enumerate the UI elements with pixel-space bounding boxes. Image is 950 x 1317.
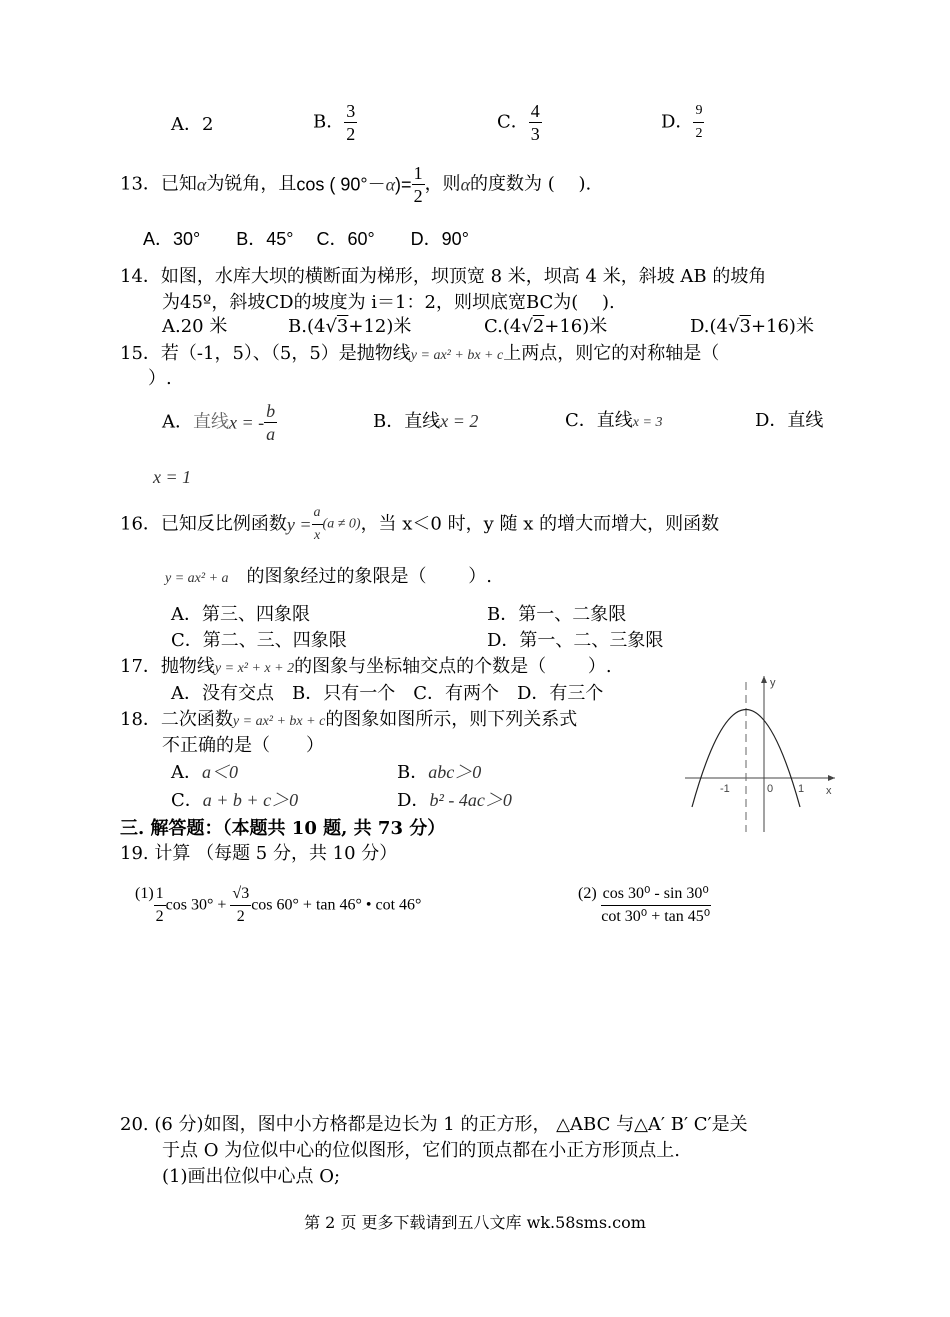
q19-p1-frac2 xyxy=(230,883,251,928)
q12-option-b-label: B． xyxy=(313,111,345,133)
q17-equation: y = x² + x + 2 xyxy=(214,661,295,676)
q15-b-label: B．直线 xyxy=(373,411,441,432)
q18-d-label: D． xyxy=(397,790,430,811)
q18-line2: 不正确的是（ ） xyxy=(162,735,324,756)
q13-alpha-2: α xyxy=(385,174,396,195)
q19-part1 xyxy=(135,883,421,928)
q14-c-pre: C.(4 xyxy=(484,316,522,337)
q15-option-c xyxy=(565,410,662,434)
q15-equation: y = ax² + bx + c xyxy=(410,348,504,363)
q12-option-c-fraction xyxy=(529,100,542,145)
q18-parabola-graph xyxy=(680,672,840,837)
q18-option-d xyxy=(397,789,512,812)
graph-x-arrow xyxy=(828,775,835,781)
q15-option-a xyxy=(162,400,277,445)
graph-y-label: y xyxy=(770,677,776,689)
q16-condition: (a ≠ 0) xyxy=(322,516,361,532)
q19-part2 xyxy=(578,883,711,928)
q15-option-b xyxy=(373,410,478,433)
q18-d-eq: b² - 4ac＞0 xyxy=(429,790,512,810)
q12-option-a: A．2 xyxy=(171,114,214,135)
q12-d-numerator: 9 xyxy=(693,100,704,123)
q18-post: 的图象如图所示，则下列关系式 xyxy=(325,709,578,730)
q20-line1: 20. (6 分)如图，图中小方格都是边长为 1 的正方形， △ABC 与△A′ B′ C′是关 xyxy=(120,1114,748,1135)
q15-line2: ）. xyxy=(148,368,172,389)
q14-c-post: +16)米 xyxy=(544,316,608,337)
q14-b-pre: B.(4 xyxy=(288,316,326,337)
q13-fraction xyxy=(412,162,425,207)
graph-tick-zero: 0 xyxy=(767,783,774,795)
q18-a-label: A． xyxy=(171,762,202,783)
q18-equation: y = ax² + bx + c xyxy=(232,714,326,729)
q12-option-d-fraction xyxy=(693,100,704,145)
q19-p2-label: (2) xyxy=(578,885,597,902)
graph-x-label: x xyxy=(826,785,832,797)
q18-a-eq: a＜0 xyxy=(202,762,238,782)
q14-line1: 14．如图，水库大坝的横断面为梯形，坝顶宽 8 米，坝高 4 米，斜坡 AB 的坡角 xyxy=(120,266,767,287)
q16-eq-y: y = xyxy=(286,514,312,535)
graph-y-arrow xyxy=(761,676,767,683)
q18-pre: 18．二次函数 xyxy=(120,709,233,730)
q12-b-numerator: 3 xyxy=(346,101,356,121)
q12-c-denominator: 3 xyxy=(530,124,540,144)
q16-line2-post: 的图象经过的象限是（ ）. xyxy=(246,566,492,587)
q12-option-c-label: C． xyxy=(497,111,529,133)
q16-equation-2: y = ax² + a xyxy=(165,571,229,586)
q17-stem xyxy=(120,656,612,680)
q18-c-label: C． xyxy=(171,790,203,811)
q12-option-b-fraction xyxy=(344,100,357,145)
q12-d-denominator: 2 xyxy=(695,126,703,141)
q18-option-b xyxy=(397,761,481,784)
q15-b-eq: x = 2 xyxy=(440,411,479,431)
q16-option-c: C．第二、三、四象限 xyxy=(171,630,347,651)
q12-option-d xyxy=(661,100,704,145)
q16-option-b: B．第一、二象限 xyxy=(487,604,627,625)
q18-option-c xyxy=(171,789,298,812)
q13-stem-b: 为锐角，且 xyxy=(206,173,297,195)
q18-b-label: B． xyxy=(397,762,429,783)
q14-d-post: +16)米 xyxy=(750,316,814,337)
q19-p1-frac2-den: 2 xyxy=(236,908,245,925)
q16-pre: 16．已知反比例函数 xyxy=(120,513,287,535)
q15-a-word: 直线 xyxy=(193,411,229,433)
q14-option-d: D.(4√3+16)米 xyxy=(690,316,814,337)
q13-stem-a: 13．已知 xyxy=(120,173,197,195)
q12-option-c xyxy=(497,100,542,145)
q18-option-a xyxy=(171,761,238,784)
q16-option-d: D．第一、二、三象限 xyxy=(487,630,664,651)
q15-c-eq: x = 3 xyxy=(632,415,663,430)
q15-option-d-eq: x = 1 xyxy=(153,467,192,487)
q13-denominator: 2 xyxy=(413,186,423,206)
q13-stem-c: ，则 xyxy=(424,173,461,195)
q19-p1-term1: cos 30° + xyxy=(165,896,227,914)
q14-b-post: +12)米 xyxy=(348,316,412,337)
q19-p2-denominator: cot 30⁰ + tan 45⁰ xyxy=(601,908,711,925)
q12-c-numerator: 4 xyxy=(530,101,540,121)
q15-c-label: C．直线 xyxy=(565,410,633,431)
q13-stem xyxy=(120,162,591,207)
q15-a-fraction xyxy=(264,400,277,445)
graph-tick-neg1: -1 xyxy=(720,783,730,795)
q14-c-radicand: 2 xyxy=(532,316,545,337)
q12-option-d-label: D． xyxy=(661,111,694,133)
q19-p1-frac1-num: 1 xyxy=(154,883,166,906)
q12-b-denominator: 2 xyxy=(346,124,356,144)
section-3-heading: 三. 解答题：（本题共 10 题, 共 73 分） xyxy=(120,818,446,839)
q19-p1-frac1 xyxy=(154,883,166,928)
q20-line2: 于点 O 为位似中心的位似图形，它们的顶点都在小正方形顶点上. xyxy=(162,1140,680,1161)
page-footer: 第 2 页 更多下载请到五八文库 wk.58sms.com xyxy=(304,1213,646,1232)
q14-option-a: A.20 米 xyxy=(162,316,228,337)
q17-post: 的图象与坐标轴交点的个数是（ ）. xyxy=(294,656,612,677)
q15-a-pre: A． xyxy=(162,411,193,433)
q13-alpha: α xyxy=(196,174,207,195)
q15-post: 上两点，则它的对称轴是（ xyxy=(503,343,720,364)
q13-numerator: 1 xyxy=(413,163,423,183)
q18-c-eq: a + b + c＞0 xyxy=(202,790,299,810)
q14-d-pre: D.(4 xyxy=(690,316,728,337)
q15-a-eq: x = - xyxy=(229,412,265,433)
q14-option-c: C.(4√2+16)米 xyxy=(484,316,608,337)
q15-a-numerator: b xyxy=(266,401,276,421)
q19-p1-frac1-den: 2 xyxy=(155,908,164,925)
q15-option-d: D．直线 xyxy=(755,410,824,431)
q16-denominator: x xyxy=(313,528,321,543)
q19-p2-numerator: cos 30⁰ - sin 30⁰ xyxy=(601,883,711,906)
q16-option-a: A．第三、四象限 xyxy=(171,604,310,625)
q13-stem-d: 的度数为 ( ). xyxy=(470,173,592,195)
q13-close: )= xyxy=(395,174,412,195)
q17-options: A．没有交点 B．只有一个 C．有两个 D．有三个 xyxy=(171,683,604,704)
q15-a-denominator: a xyxy=(266,424,276,444)
q16-line2 xyxy=(165,566,492,590)
graph-tick-one: 1 xyxy=(798,783,805,795)
q20-line3: (1)画出位似中心点 O; xyxy=(162,1166,341,1187)
q16-fraction xyxy=(312,502,323,547)
q19-p1-frac2-num: √3 xyxy=(230,883,251,906)
q19-p1-label: (1) xyxy=(135,885,154,902)
q12-option-b xyxy=(313,100,357,145)
q14-option-b: B.(4√3+12)米 xyxy=(288,316,412,337)
q16-numerator: a xyxy=(312,502,323,525)
q14-line2: 为45º，斜坡CD的坡度为 i＝1：2，则坝底宽BC为( ). xyxy=(162,292,615,313)
q18-b-eq: abc＞0 xyxy=(428,762,482,782)
q15-pre: 15．若（-1，5）、（5，5）是抛物线 xyxy=(120,343,411,364)
q13-cos: cos ( 90°－ xyxy=(296,174,386,195)
q15-line1 xyxy=(120,343,719,367)
q16-post: ，当 x＜0 时，y 随 x 的增大而增大，则函数 xyxy=(360,513,720,535)
q13-alpha-3: α xyxy=(460,174,471,195)
q17-pre: 17．抛物线 xyxy=(120,656,215,677)
q16-line1 xyxy=(120,502,719,547)
q13-options: A．30° B．45° C．60° D．90° xyxy=(143,229,469,249)
q14-d-radicand: 3 xyxy=(739,316,751,337)
q14-b-radicand: 3 xyxy=(336,316,349,337)
q19-p2-fraction xyxy=(601,883,711,928)
q18-stem xyxy=(120,709,577,733)
q19-p1-term2: cos 60° + tan 46° • cot 46° xyxy=(251,896,422,914)
q19-title: 19. 计算 （每题 5 分，共 10 分） xyxy=(120,843,398,864)
